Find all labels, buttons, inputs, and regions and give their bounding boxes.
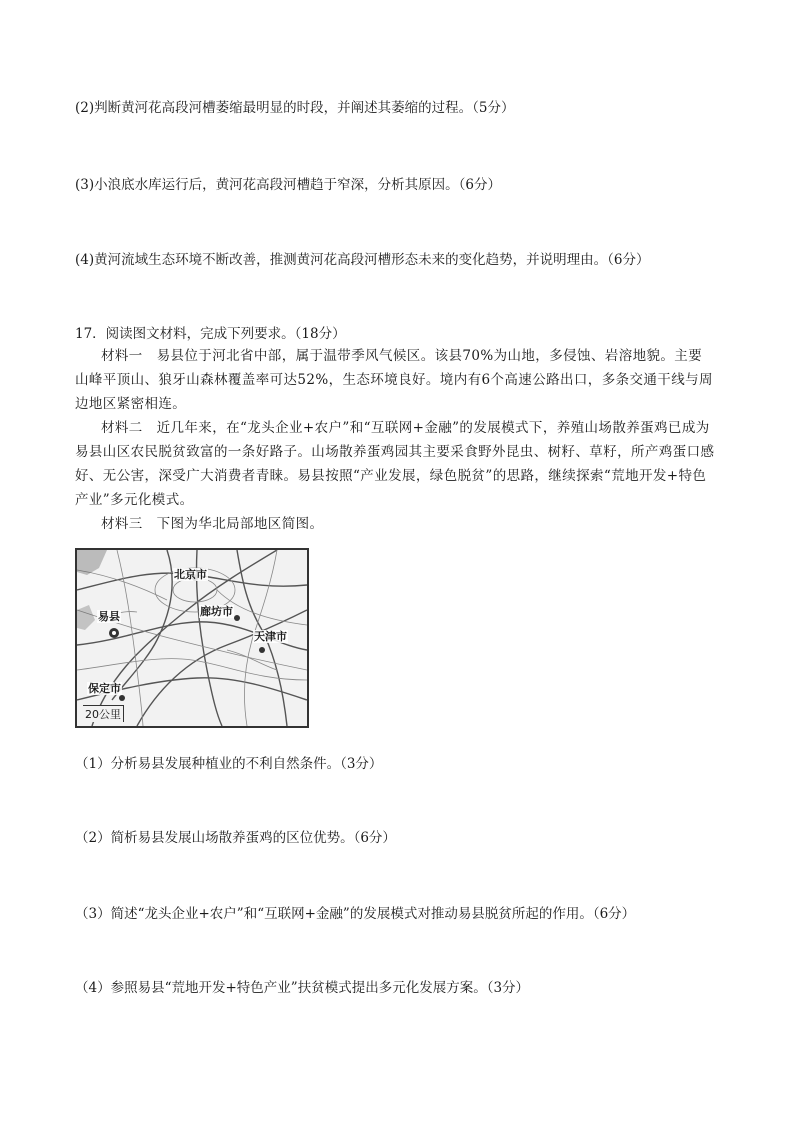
question-2: (2)判断黄河花高段河槽萎缩最明显的时段，并阐述其萎缩的过程。（5分） [75, 100, 515, 116]
material-3: 材料三 下图为华北局部地区简图。 [101, 516, 324, 532]
map-scale: 20公里 [83, 705, 124, 722]
materials-block [75, 344, 715, 536]
question-3: (3)小浪底水库运行后，黄河花高段河槽趋于窄深，分析其原因。（6分） [75, 177, 501, 193]
north-china-map [75, 548, 309, 728]
subquestion-3: （3）简述“龙头企业+农户”和“互联网+金融”的发展模式对推动易县脱贫所起的作用。（6分） [75, 906, 636, 922]
map-label-tianjin: 天津市 [254, 630, 287, 643]
map-label-langfang: 廊坊市 [200, 605, 233, 618]
subquestion-1: （1）分析易县发展种植业的不利自然条件。（3分） [75, 756, 383, 772]
material-1: 材料一 易县位于河北省中部，属于温带季风气候区。该县70%为山地，多侵蚀、岩溶地貌。主要山峰平顶山、狼牙山森林覆盖率可达52%，生态环境良好。境内有6个高速公路出口，多条交通干线与周边地区紧密相连。 [75, 348, 713, 412]
question-4: (4)黄河流域生态环境不断改善，推测黄河花高段河槽形态未来的变化趋势，并说明理由。（6分） [75, 252, 650, 268]
question-17-header: 17．阅读图文材料，完成下列要求。（18分） [75, 326, 346, 342]
map-label-yixian: 易县 [98, 610, 120, 623]
map-label-baoding: 保定市 [88, 682, 121, 695]
map-label-beijing: 北京市 [174, 568, 207, 581]
material-2: 材料二 近几年来，在“龙头企业+农户”和“互联网+金融”的发展模式下，养殖山场散养蛋鸡已成为易县山区农民脱贫致富的一条好路子。山场散养蛋鸡园其主要采食野外昆虫、树籽、草籽，所产鸡蛋口感好、无公害，深受广大消费者青睐。易县按照“产业发展，绿色脱贫”的思路，继续探索“荒地开发+特色产业”多元化模式。 [75, 420, 715, 508]
subquestion-2: （2）简析易县发展山场散养蛋鸡的区位优势。（6分） [75, 830, 396, 846]
subquestion-4: （4）参照易县“荒地开发+特色产业”扶贫模式提出多元化发展方案。（3分） [75, 980, 530, 996]
